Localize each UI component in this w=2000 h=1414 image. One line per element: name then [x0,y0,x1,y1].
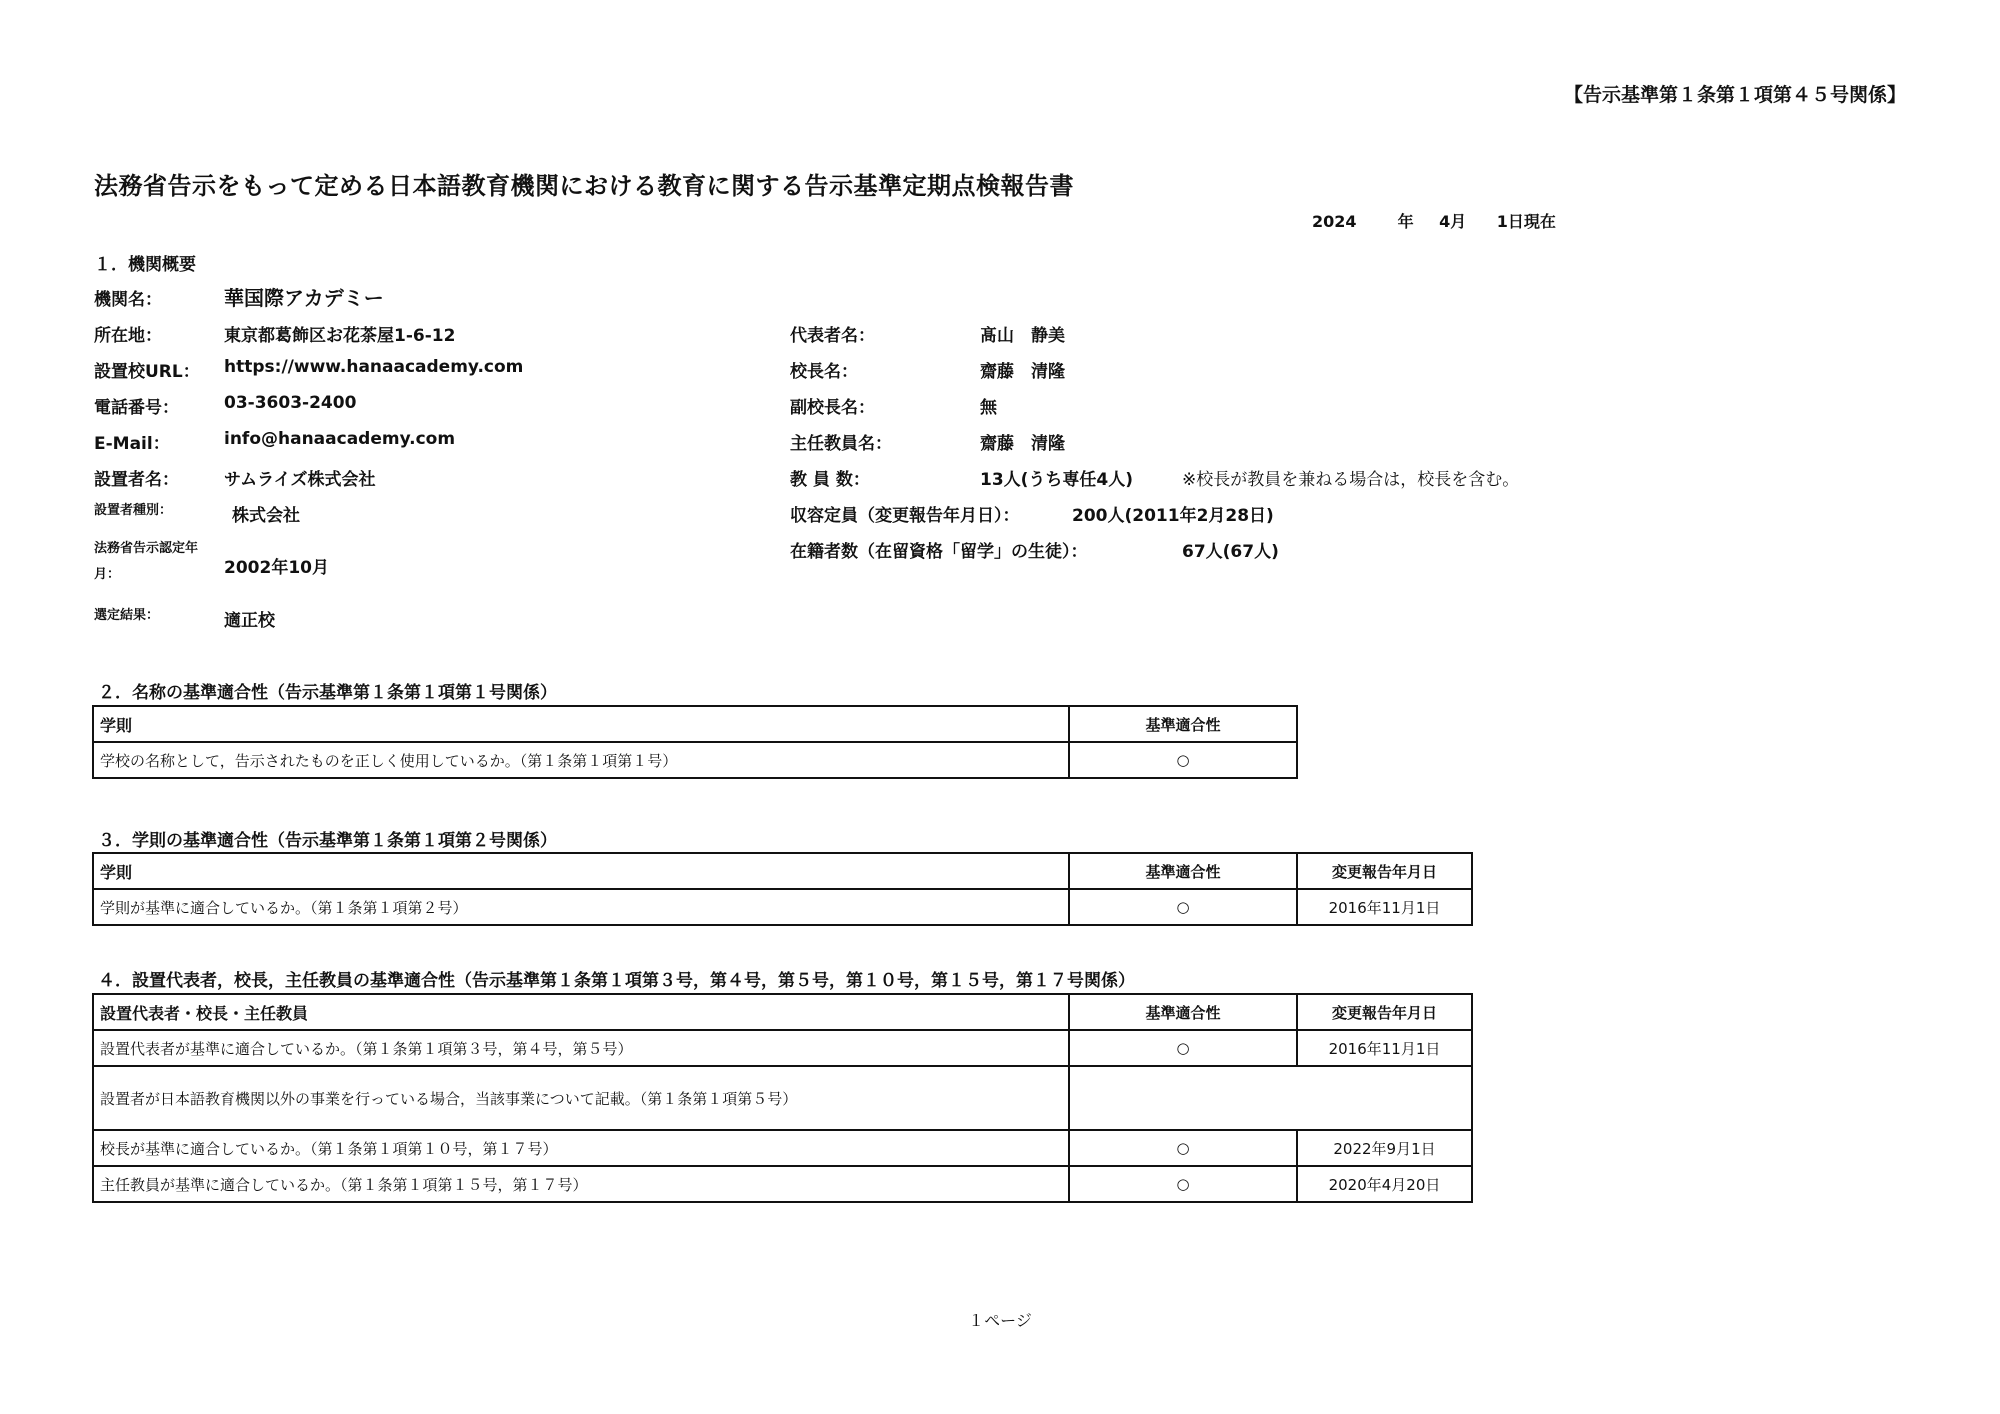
col-header-date: 変更報告年月日 [1297,994,1472,1030]
row-date: 2016年11月1日 [1297,889,1472,925]
date-month: 4月 [1439,212,1467,231]
date-year: 2024 [1312,212,1357,231]
col-header-date: 変更報告年月日 [1297,853,1472,889]
label-founder-type: 設置者種別： [94,503,173,518]
value-capacity: 200人(2011年2月28日) [1072,506,1274,526]
label-accreditation-date: 法務省告示認定年月： [94,541,199,582]
table-row [93,1066,1472,1130]
date-year-unit: 年 [1397,212,1414,231]
label-address: 所在地： [94,326,162,346]
value-teacher-count: 13人(うち専任4人) [980,470,1134,490]
label-capacity: 収容定員（変更報告年月日）： [790,506,1020,526]
teacher-count-note: ※校長が教員を兼ねる場合は，校長を含む。 [1182,470,1520,490]
col-header-status: 基準適合性 [1069,853,1297,889]
rules-compliance-table [92,852,1473,926]
row-other-business-note [1069,1066,1472,1130]
row-status: ○ [1069,1166,1297,1202]
value-address: 東京都葛飾区お花茶屋1-6-12 [224,326,456,346]
label-principal: 校長名： [790,362,858,382]
row-status: ○ [1069,1130,1297,1166]
table-header-row [93,706,1297,742]
value-representative: 髙山 静美 [980,326,1065,346]
value-selection-result: 適正校 [224,611,275,631]
value-vice-principal: 無 [980,398,997,418]
row-item: 校長が基準に適合しているか。（第１条第１項第１０号，第１７号） [93,1130,1069,1166]
section-heading-personnel-compliance: ４．設置代表者，校長，主任教員の基準適合性（告示基準第１条第１項第３号，第４号，第５号，第１０号，第１５号，第１７号関係） [98,971,1135,991]
table-row [93,1030,1472,1066]
label-founder-name: 設置者名： [94,470,179,490]
label-representative: 代表者名： [790,326,875,346]
row-item: 設置代表者が基準に適合しているか。（第１条第１項第３号，第４号，第５号） [93,1030,1069,1066]
row-item: 設置者が日本語教育機関以外の事業を行っている場合，当該事業について記載。（第１条第１項第５号） [93,1066,1069,1130]
row-date: 2016年11月1日 [1297,1030,1472,1066]
row-status: ○ [1069,1030,1297,1066]
date-day: 1日現在 [1496,212,1556,231]
row-item: 学校の名称として，告示されたものを正しく使用しているか。（第１条第１項第１号） [93,742,1069,778]
table-header-row [93,853,1472,889]
row-item: 主任教員が基準に適合しているか。（第１条第１項第１５号，第１７号） [93,1166,1069,1202]
value-enrolled: 67人(67人) [1182,542,1279,562]
section-heading-rules-compliance: ３．学則の基準適合性（告示基準第１条第１項第２号関係） [98,831,557,851]
table-row [93,889,1472,925]
page-number: １ページ [968,1311,1032,1330]
value-accreditation-date: 2002年10月 [224,558,329,578]
page-title: 法務省告示をもって定める日本語教育機関における教育に関する告示基準定期点検報告書 [94,172,1074,200]
label-enrolled: 在籍者数（在留資格「留学」の生徒）： [790,542,1088,562]
value-phone: 03-3603-2400 [224,393,357,413]
value-institution-name: 華国際アカデミー [224,286,384,310]
col-header-status: 基準適合性 [1069,994,1297,1030]
label-institution-name: 機関名： [94,290,162,310]
row-status: ○ [1069,742,1297,778]
label-selection-result: 選定結果： [94,608,160,623]
col-header-item: 設置代表者・校長・主任教員 [93,994,1069,1030]
section-heading-overview: １．機関概要 [94,255,196,275]
report-date [1312,209,1556,232]
personnel-compliance-table [92,993,1473,1203]
value-principal: 齋藤 清隆 [980,362,1065,382]
table-row [93,1166,1472,1202]
table-row [93,1130,1472,1166]
reference-note: 【告示基準第１条第１項第４５号関係】 [1563,84,1906,106]
value-chief-teacher: 齋藤 清隆 [980,434,1065,454]
table-header-row [93,994,1472,1030]
value-school-url[interactable]: https://www.hanaacademy.com [224,357,524,377]
label-vice-principal: 副校長名： [790,398,875,418]
col-header-item: 学則 [93,706,1069,742]
row-status: ○ [1069,889,1297,925]
label-email: E-Mail： [94,434,170,454]
label-school-url: 設置校URL： [94,362,200,382]
table-row [93,742,1297,778]
row-date: 2022年9月1日 [1297,1130,1472,1166]
row-item: 学則が基準に適合しているか。（第１条第１項第２号） [93,889,1069,925]
col-header-status: 基準適合性 [1069,706,1297,742]
value-email[interactable]: info@hanaacademy.com [224,429,456,449]
name-compliance-table [92,705,1298,779]
value-founder-type: 株式会社 [232,506,300,526]
label-chief-teacher: 主任教員名： [790,434,892,454]
row-date: 2020年4月20日 [1297,1166,1472,1202]
value-founder-name: サムライズ株式会社 [224,470,376,490]
section-heading-name-compliance: ２．名称の基準適合性（告示基準第１条第１項第１号関係） [98,683,557,703]
label-phone: 電話番号： [94,398,179,418]
col-header-item: 学則 [93,853,1069,889]
label-teacher-count: 教 員 数： [790,470,870,490]
